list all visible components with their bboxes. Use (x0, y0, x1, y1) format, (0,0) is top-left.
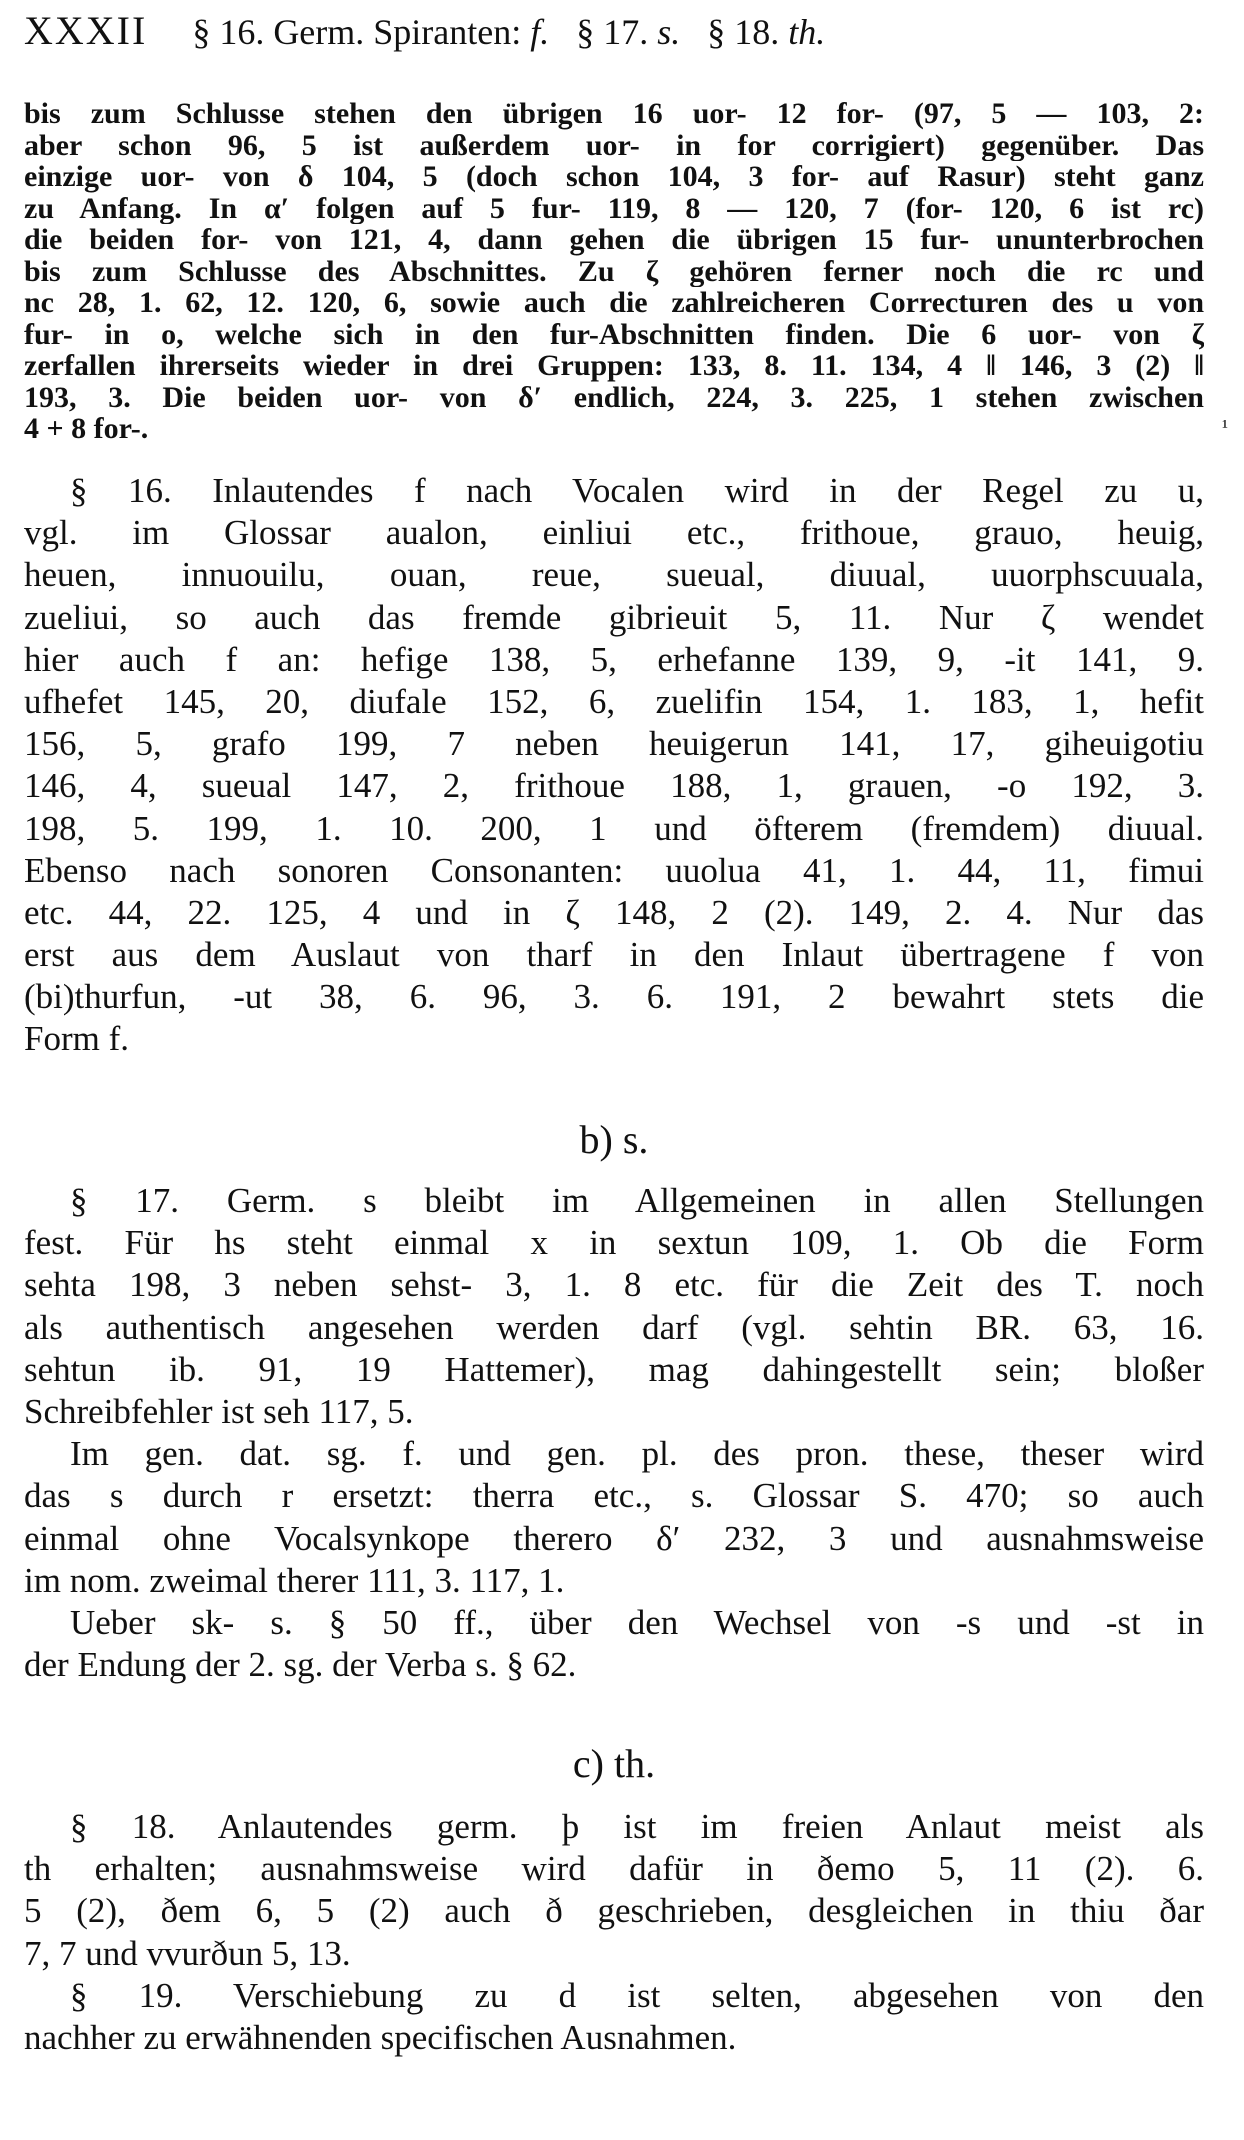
text-line: Form f. (24, 1019, 129, 1059)
text-line: nachher zu erwähnenden specifischen Ausnahmen. (24, 2017, 737, 2057)
margin-mark: ¹ (1222, 416, 1228, 438)
page-number: XXXII (24, 8, 148, 53)
text-line: § 19. Verschiebung zu d ist selten, abgesehen von den (70, 1975, 1204, 2015)
text-line: Im gen. dat. sg. f. und gen. pl. des pron. these, theser wird (70, 1434, 1204, 1474)
text-line: Ebenso nach sonoren Consonanten: uuolua 41, 1. 44, 11, fimui (24, 850, 1204, 890)
head-section-18: § 18. (707, 12, 780, 52)
text-line: zu Anfang. In α′ folgen auf 5 fur- 119, 8 — 120, 7 (for- 120, 6 ist rc) (24, 192, 1204, 224)
text-line: ufhefet 145, 20, diufale 152, 6, zuelifin 154, 1. 183, 1, hefit (24, 681, 1204, 721)
text-line: § 16. Inlautendes f nach Vocalen wird in der Regel zu u, (70, 471, 1204, 510)
text-line: sehtun ib. 91, 19 Hattemer), mag dahingestellt sein; bloßer (24, 1349, 1204, 1389)
text-line: im nom. zweimal therer 111, 3. 117, 1. (24, 1560, 565, 1600)
text-line: 193, 3. Die beiden uor- von δ′ endlich, 224, 3. 225, 1 stehen zwischen (24, 381, 1204, 413)
text-line: etc. 44, 22. 125, 4 und in ζ 148, 2 (2). 149, 2. 4. Nur das (24, 892, 1204, 932)
head-f: f. (530, 12, 550, 52)
text-line: 5 (2), ðem 6, 5 (2) auch ð geschrieben, desgleichen in thiu ðar (24, 1891, 1204, 1931)
text-line: einmal ohne Vocalsynkope therero δ′ 232, 3 und ausnahmsweise (24, 1518, 1204, 1558)
text-line: zerfallen ihrerseits wieder in drei Gruppen: 133, 8. 11. 134, 4 ‖ 146, 3 (2) ‖ (24, 350, 1204, 382)
text-line: als authentisch angesehen werden darf (vgl. sehtin BR. 63, 16. (24, 1307, 1204, 1347)
section-18-paragraph (24, 1806, 1204, 2059)
text-line: die beiden for- von 121, 4, dann gehen die übrigen 15 fur- ununterbrochen (24, 224, 1204, 256)
text-line: vgl. im Glossar aualon, einliui etc., frithoue, grauo, heuig, (24, 513, 1204, 553)
text-line: th erhalten; ausnahmsweise wird dafür in ðemo 5, 11 (2). 6. (24, 1849, 1204, 1889)
text-line: Ueber sk- s. § 50 ff., über den Wechsel von -s und -st in (70, 1602, 1204, 1642)
text-line: § 18. Anlautendes germ. þ ist im freien Anlaut meist als (70, 1807, 1204, 1846)
head-section-17: § 17. (576, 12, 649, 52)
text-line: der Endung der 2. sg. der Verba s. § 62. (24, 1645, 577, 1685)
text-line: 4 + 8 for-. (24, 413, 149, 445)
text-line: das s durch r ersetzt: therra etc., s. Glossar S. 470; so auch (24, 1476, 1204, 1516)
text-line: § 17. Germ. s bleibt im Allgemeinen in allen Stellungen (70, 1181, 1204, 1220)
text-line: bis zum Schlusse des Abschnittes. Zu ζ gehören ferner noch die rc und (24, 255, 1204, 287)
text-line: heuen, innuouilu, ouan, reue, sueual, diuual, uuorphscuuala, (24, 555, 1204, 595)
text-line: fest. Für hs steht einmal x in sextun 109, 1. Ob die Form (24, 1223, 1204, 1263)
section-heading-s: b) s. (579, 1117, 649, 1162)
text-line: nc 28, 1. 62, 12. 120, 6, sowie auch die zahlreicheren Correcturen des u von (24, 287, 1204, 319)
text-line: hier auch f an: hefige 138, 5, erhefanne 139, 9, -it 141, 9. (24, 639, 1204, 679)
text-line: zueliui, so auch das fremde gibrieuit 5, 11. Nur ζ wendet (24, 597, 1204, 637)
section-17-paragraph (24, 1180, 1204, 1686)
text-line: 156, 5, grafo 199, 7 neben heuigerun 141, 17, giheuigotiu (24, 724, 1204, 764)
text-line: Schreibfehler ist seh 117, 5. (24, 1391, 414, 1431)
text-line: 146, 4, sueual 147, 2, frithoue 188, 1, grauen, -o 192, 3. (24, 766, 1204, 806)
text-line: fur- in o, welche sich in den fur-Abschnitten finden. Die 6 uor- von ζ (24, 318, 1204, 350)
text-line: (bi)thurfun, -ut 38, 6. 96, 3. 6. 191, 2 bewahrt stets die (24, 977, 1204, 1017)
head-s: s. (657, 12, 681, 52)
text-line: sehta 198, 3 neben sehst- 3, 1. 8 etc. für die Zeit des T. noch (24, 1265, 1204, 1305)
text-line: aber schon 96, 5 ist außerdem uor- in for corrigiert) gegenüber. Das (24, 129, 1204, 161)
head-th: th. (788, 12, 826, 52)
text-line: bis zum Schlusse stehen den übrigen 16 uor- 12 for- (97, 5 — 103, 2: (24, 98, 1204, 130)
text-line: 7, 7 und vvurðun 5, 13. (24, 1933, 351, 1973)
text-line: 198, 5. 199, 1. 10. 200, 1 und öfterem (fremdem) diuual. (24, 808, 1204, 848)
section-heading-th: c) th. (572, 1741, 656, 1786)
section-16-paragraph (24, 470, 1204, 1061)
text-line: erst aus dem Auslaut von tharf in den Inlaut übertragene f von (24, 935, 1204, 975)
intro-paragraph (24, 98, 1204, 445)
running-head (24, 6, 1204, 56)
head-section-16: § 16. Germ. Spiranten: (192, 12, 522, 52)
text-line: einzige uor- von δ 104, 5 (doch schon 104, 3 for- auf Rasur) steht ganz (24, 161, 1204, 193)
